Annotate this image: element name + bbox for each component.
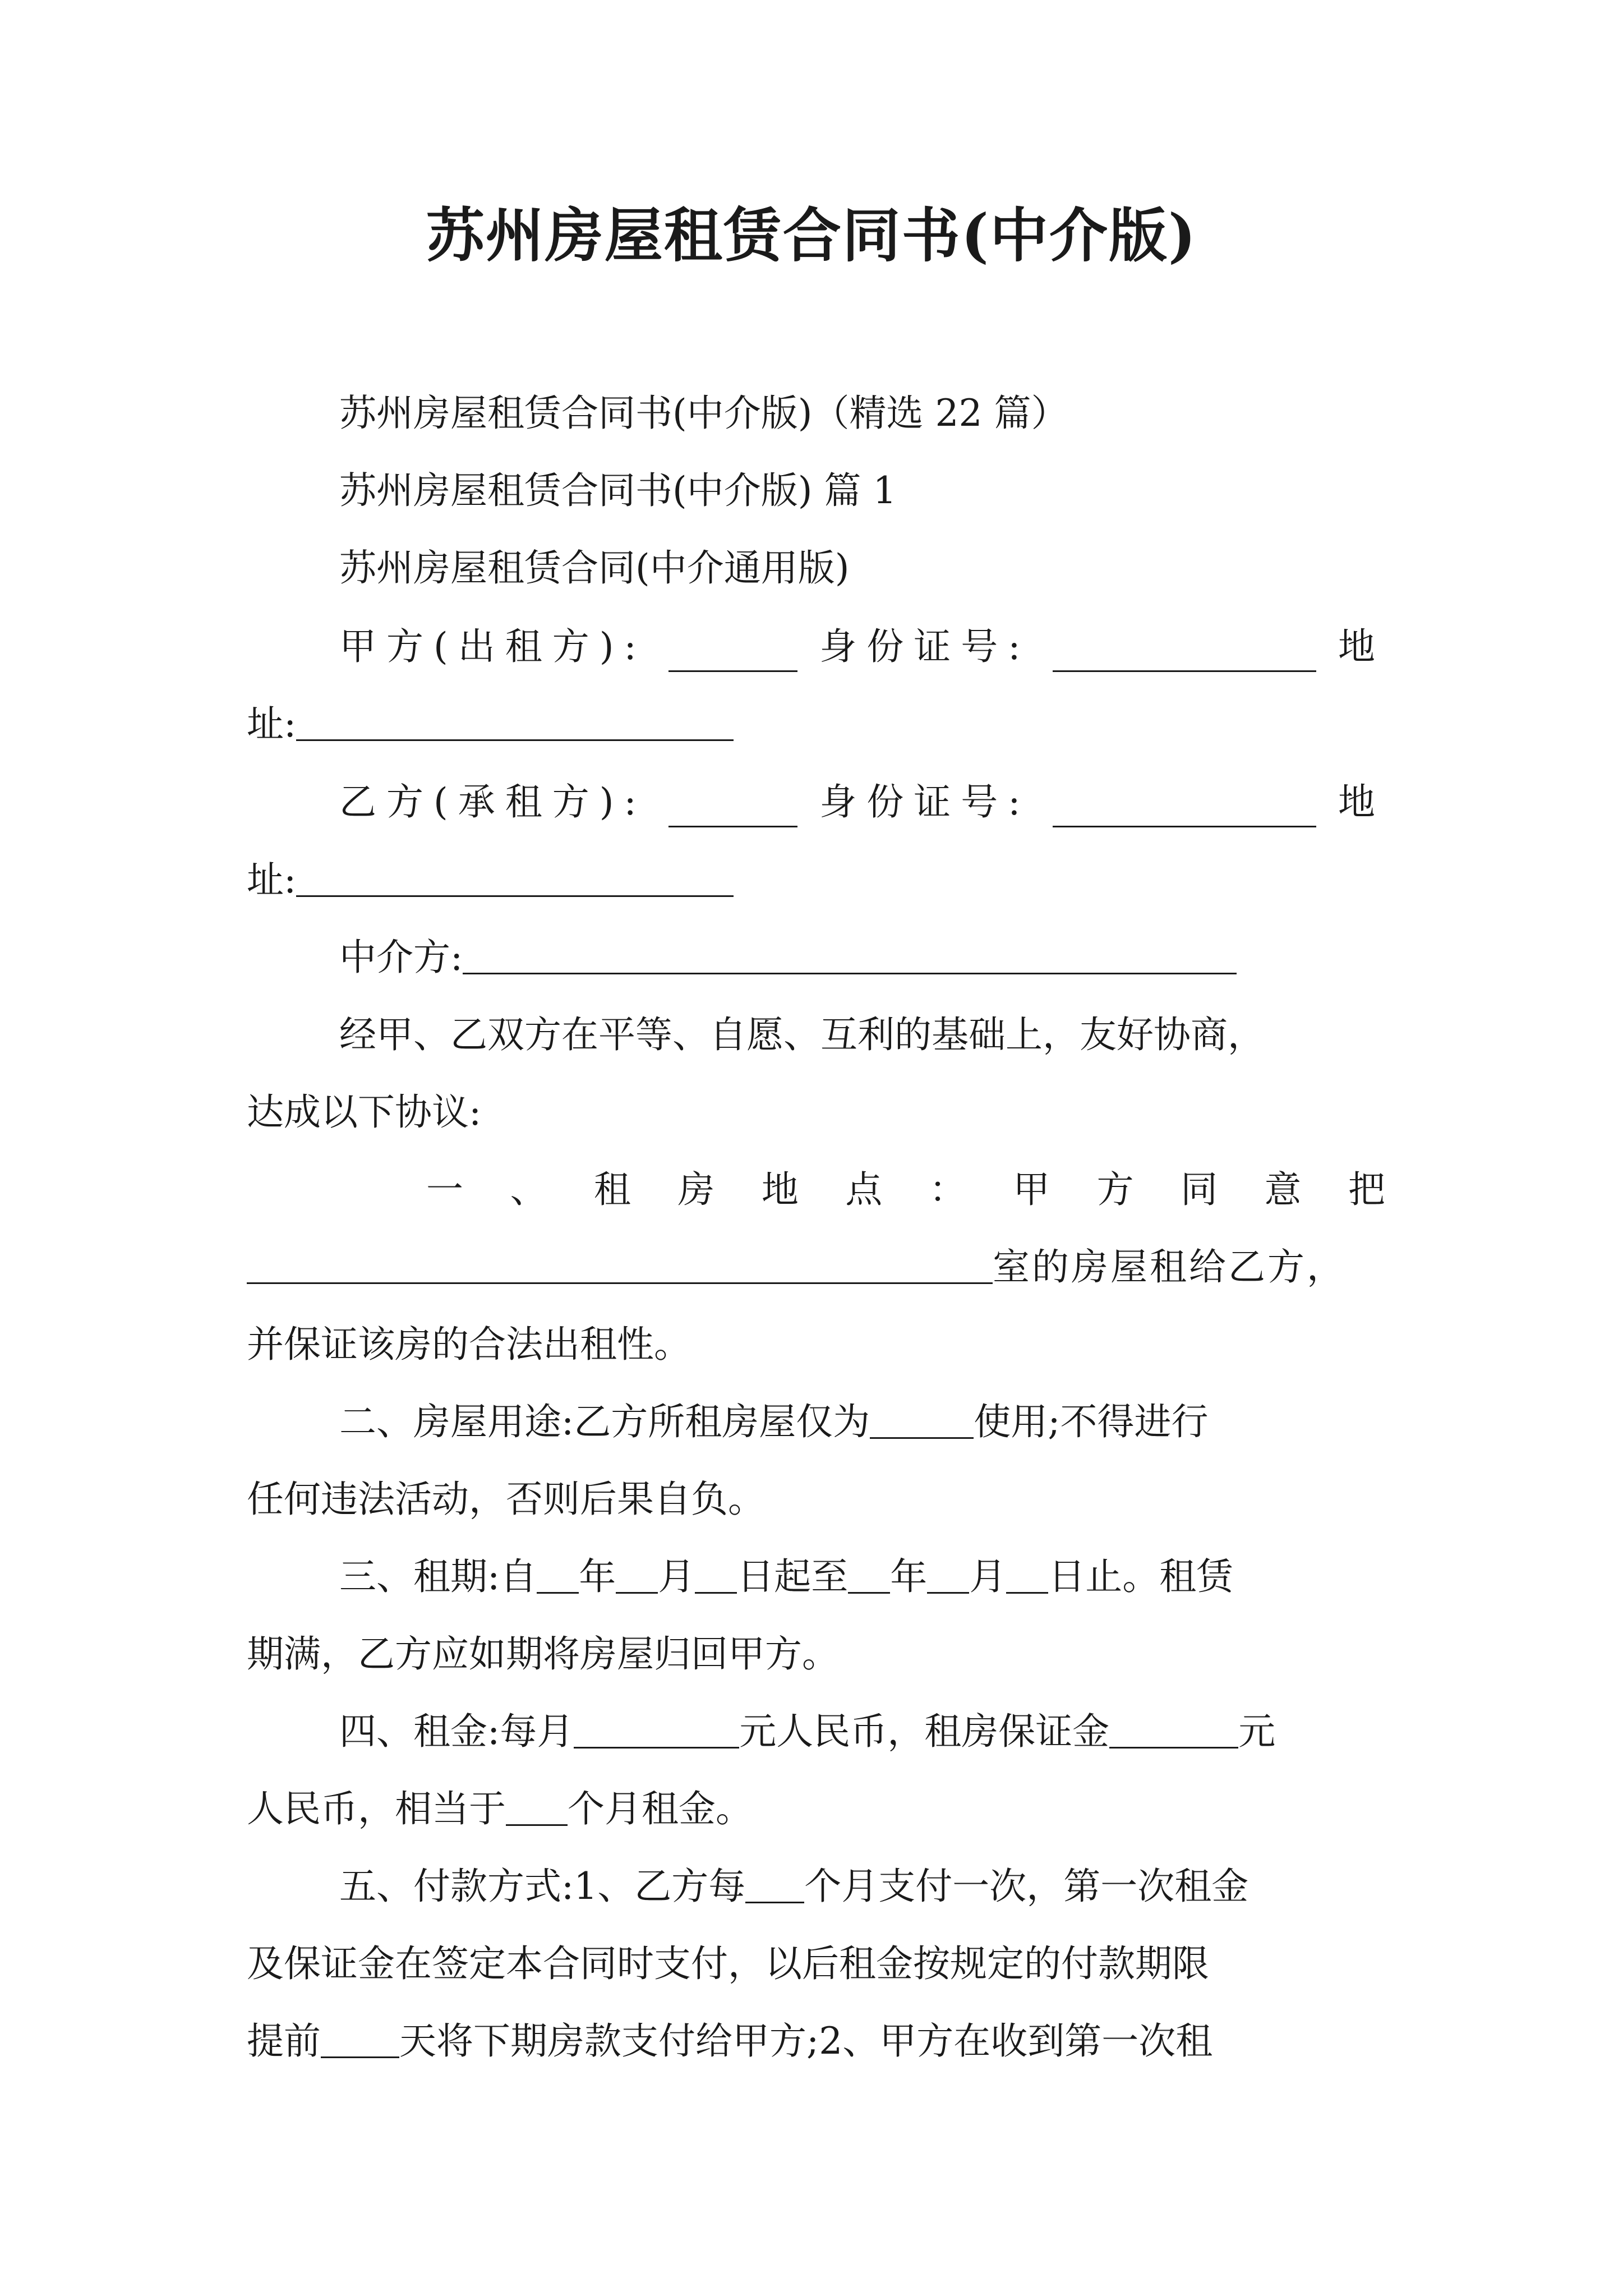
- clause-1-char: 、: [510, 1168, 547, 1211]
- party-b-address-blank: [296, 862, 734, 897]
- clause-1-char: 甲: [1013, 1168, 1050, 1211]
- party-b-addr-label: 地: [1338, 780, 1385, 823]
- clause-5-line-1: [339, 1861, 1248, 1912]
- subtitle: 苏州房屋租赁合同书(中介版)（精选 22 篇）: [339, 392, 1068, 435]
- clause-1-char: 同: [1181, 1168, 1218, 1211]
- advance-days-blank: [321, 2023, 399, 2058]
- party-b-name-blank: [668, 792, 797, 827]
- deposit-months-blank: [506, 1791, 568, 1826]
- party-b-address-line: [247, 855, 734, 905]
- agent-label: 中介方:: [339, 936, 463, 979]
- party-a-line: [339, 622, 1385, 672]
- party-b-id-label: 身份证号:: [819, 780, 1031, 823]
- end-day-blank: [1006, 1558, 1048, 1594]
- start-day-blank: [695, 1558, 737, 1594]
- clause-3-text: 年: [579, 1555, 616, 1598]
- party-a-address-blank: [296, 706, 734, 741]
- clause-4-line-2: [247, 1784, 753, 1834]
- clause-1-line-3: 并保证该房的合法出租性。: [247, 1323, 691, 1366]
- clause-3-text: 年: [890, 1555, 928, 1598]
- contract-heading: 苏州房屋租赁合同(中介通用版): [339, 546, 850, 590]
- agent-line: [339, 932, 1237, 983]
- party-a-id-blank: [1053, 637, 1316, 672]
- start-month-blank: [616, 1558, 658, 1594]
- clause-2-line-2: 任何违法活动，否则后果自负。: [247, 1478, 765, 1521]
- clause-1-char: 方: [1096, 1168, 1134, 1211]
- party-b-label: 乙方(承租方):: [339, 780, 647, 823]
- clause-4-line-1: [339, 1706, 1275, 1757]
- clause-4-text: 人民币，相当于: [247, 1787, 506, 1830]
- clause-3-line-1: [339, 1552, 1233, 1602]
- clause-5-text: 提前: [247, 2019, 321, 2063]
- clause-1-char: 房: [677, 1168, 715, 1211]
- party-a-name-blank: [668, 637, 797, 672]
- clause-3-text: 日止。租赁: [1048, 1555, 1234, 1598]
- agent-blank: [463, 939, 1237, 974]
- payment-interval-blank: [745, 1868, 804, 1903]
- clause-2-text-a: 二、房屋用途:乙方所租房屋仅为: [339, 1400, 870, 1443]
- intro-line-2: 达成以下协议:: [247, 1091, 482, 1134]
- clause-3-text: 月: [969, 1555, 1007, 1598]
- rent-blank: [574, 1713, 739, 1749]
- clause-4-text: 四、租金:每月: [339, 1710, 574, 1753]
- party-b-line: [339, 777, 1385, 827]
- party-b-id-blank: [1053, 792, 1316, 827]
- clause-1-line-1: [426, 1165, 1385, 1215]
- clause-4-text: 元: [1238, 1710, 1276, 1753]
- clause-1-char: 地: [761, 1168, 799, 1211]
- clause-3-text: 三、租期:自: [339, 1555, 537, 1598]
- clause-5-line-3: [247, 2016, 1212, 2067]
- party-a-id-label: 身份证号:: [819, 625, 1031, 668]
- clause-2-use-blank: [870, 1404, 974, 1439]
- clause-4-text: 个月租金。: [568, 1787, 753, 1830]
- clause-2-text-b: 使用;不得进行: [974, 1400, 1209, 1443]
- clause-1-char: 把: [1348, 1168, 1385, 1211]
- clause-1-char: 一: [426, 1168, 463, 1211]
- clause-1-char: 意: [1264, 1168, 1302, 1211]
- party-a-label: 甲方(出租方):: [339, 625, 647, 668]
- intro-line-1: 经甲、乙双方在平等、自愿、互利的基础上，友好协商，: [339, 1013, 1265, 1056]
- document-title: 苏州房屋租赁合同书(中介版): [426, 201, 1197, 270]
- clause-1-location-blank: [247, 1249, 993, 1284]
- clause-5-text: 五、付款方式:1、乙方每: [339, 1865, 746, 1908]
- start-year-blank: [537, 1558, 579, 1594]
- clause-1-char: 租: [593, 1168, 631, 1211]
- clause-5-text: 个月支付一次，第一次租金: [804, 1865, 1249, 1908]
- clause-4-text: 元人民币，租房保证金: [739, 1710, 1110, 1753]
- clause-5-text: 天将下期房款支付给甲方;2、甲方在收到第一次租: [399, 2019, 1213, 2063]
- clause-3-line-2: 期满，乙方应如期将房屋归回甲方。: [247, 1632, 839, 1676]
- party-a-address-line: [247, 699, 734, 749]
- clause-3-text: 日起至: [737, 1555, 849, 1598]
- party-a-addr-label-2: 址:: [247, 702, 297, 746]
- party-b-addr-label-2: 址:: [247, 858, 297, 901]
- clause-2-line-1: [339, 1397, 1209, 1447]
- clause-1-char: ：: [929, 1168, 966, 1211]
- clause-3-text: 月: [658, 1555, 695, 1598]
- end-year-blank: [848, 1558, 890, 1594]
- party-a-addr-label: 地: [1338, 625, 1385, 668]
- clause-1-char: 点: [845, 1168, 883, 1211]
- deposit-blank: [1109, 1713, 1238, 1749]
- clause-1-line-2-text: 室的房屋租给乙方，: [993, 1245, 1346, 1289]
- clause-5-line-2: 及保证金在签定本合同时支付，以后租金按规定的付款期限: [247, 1942, 1209, 1985]
- clause-1-line-2: [247, 1242, 1346, 1292]
- article-heading: 苏州房屋租赁合同书(中介版) 篇 1: [339, 469, 897, 512]
- end-month-blank: [927, 1558, 969, 1594]
